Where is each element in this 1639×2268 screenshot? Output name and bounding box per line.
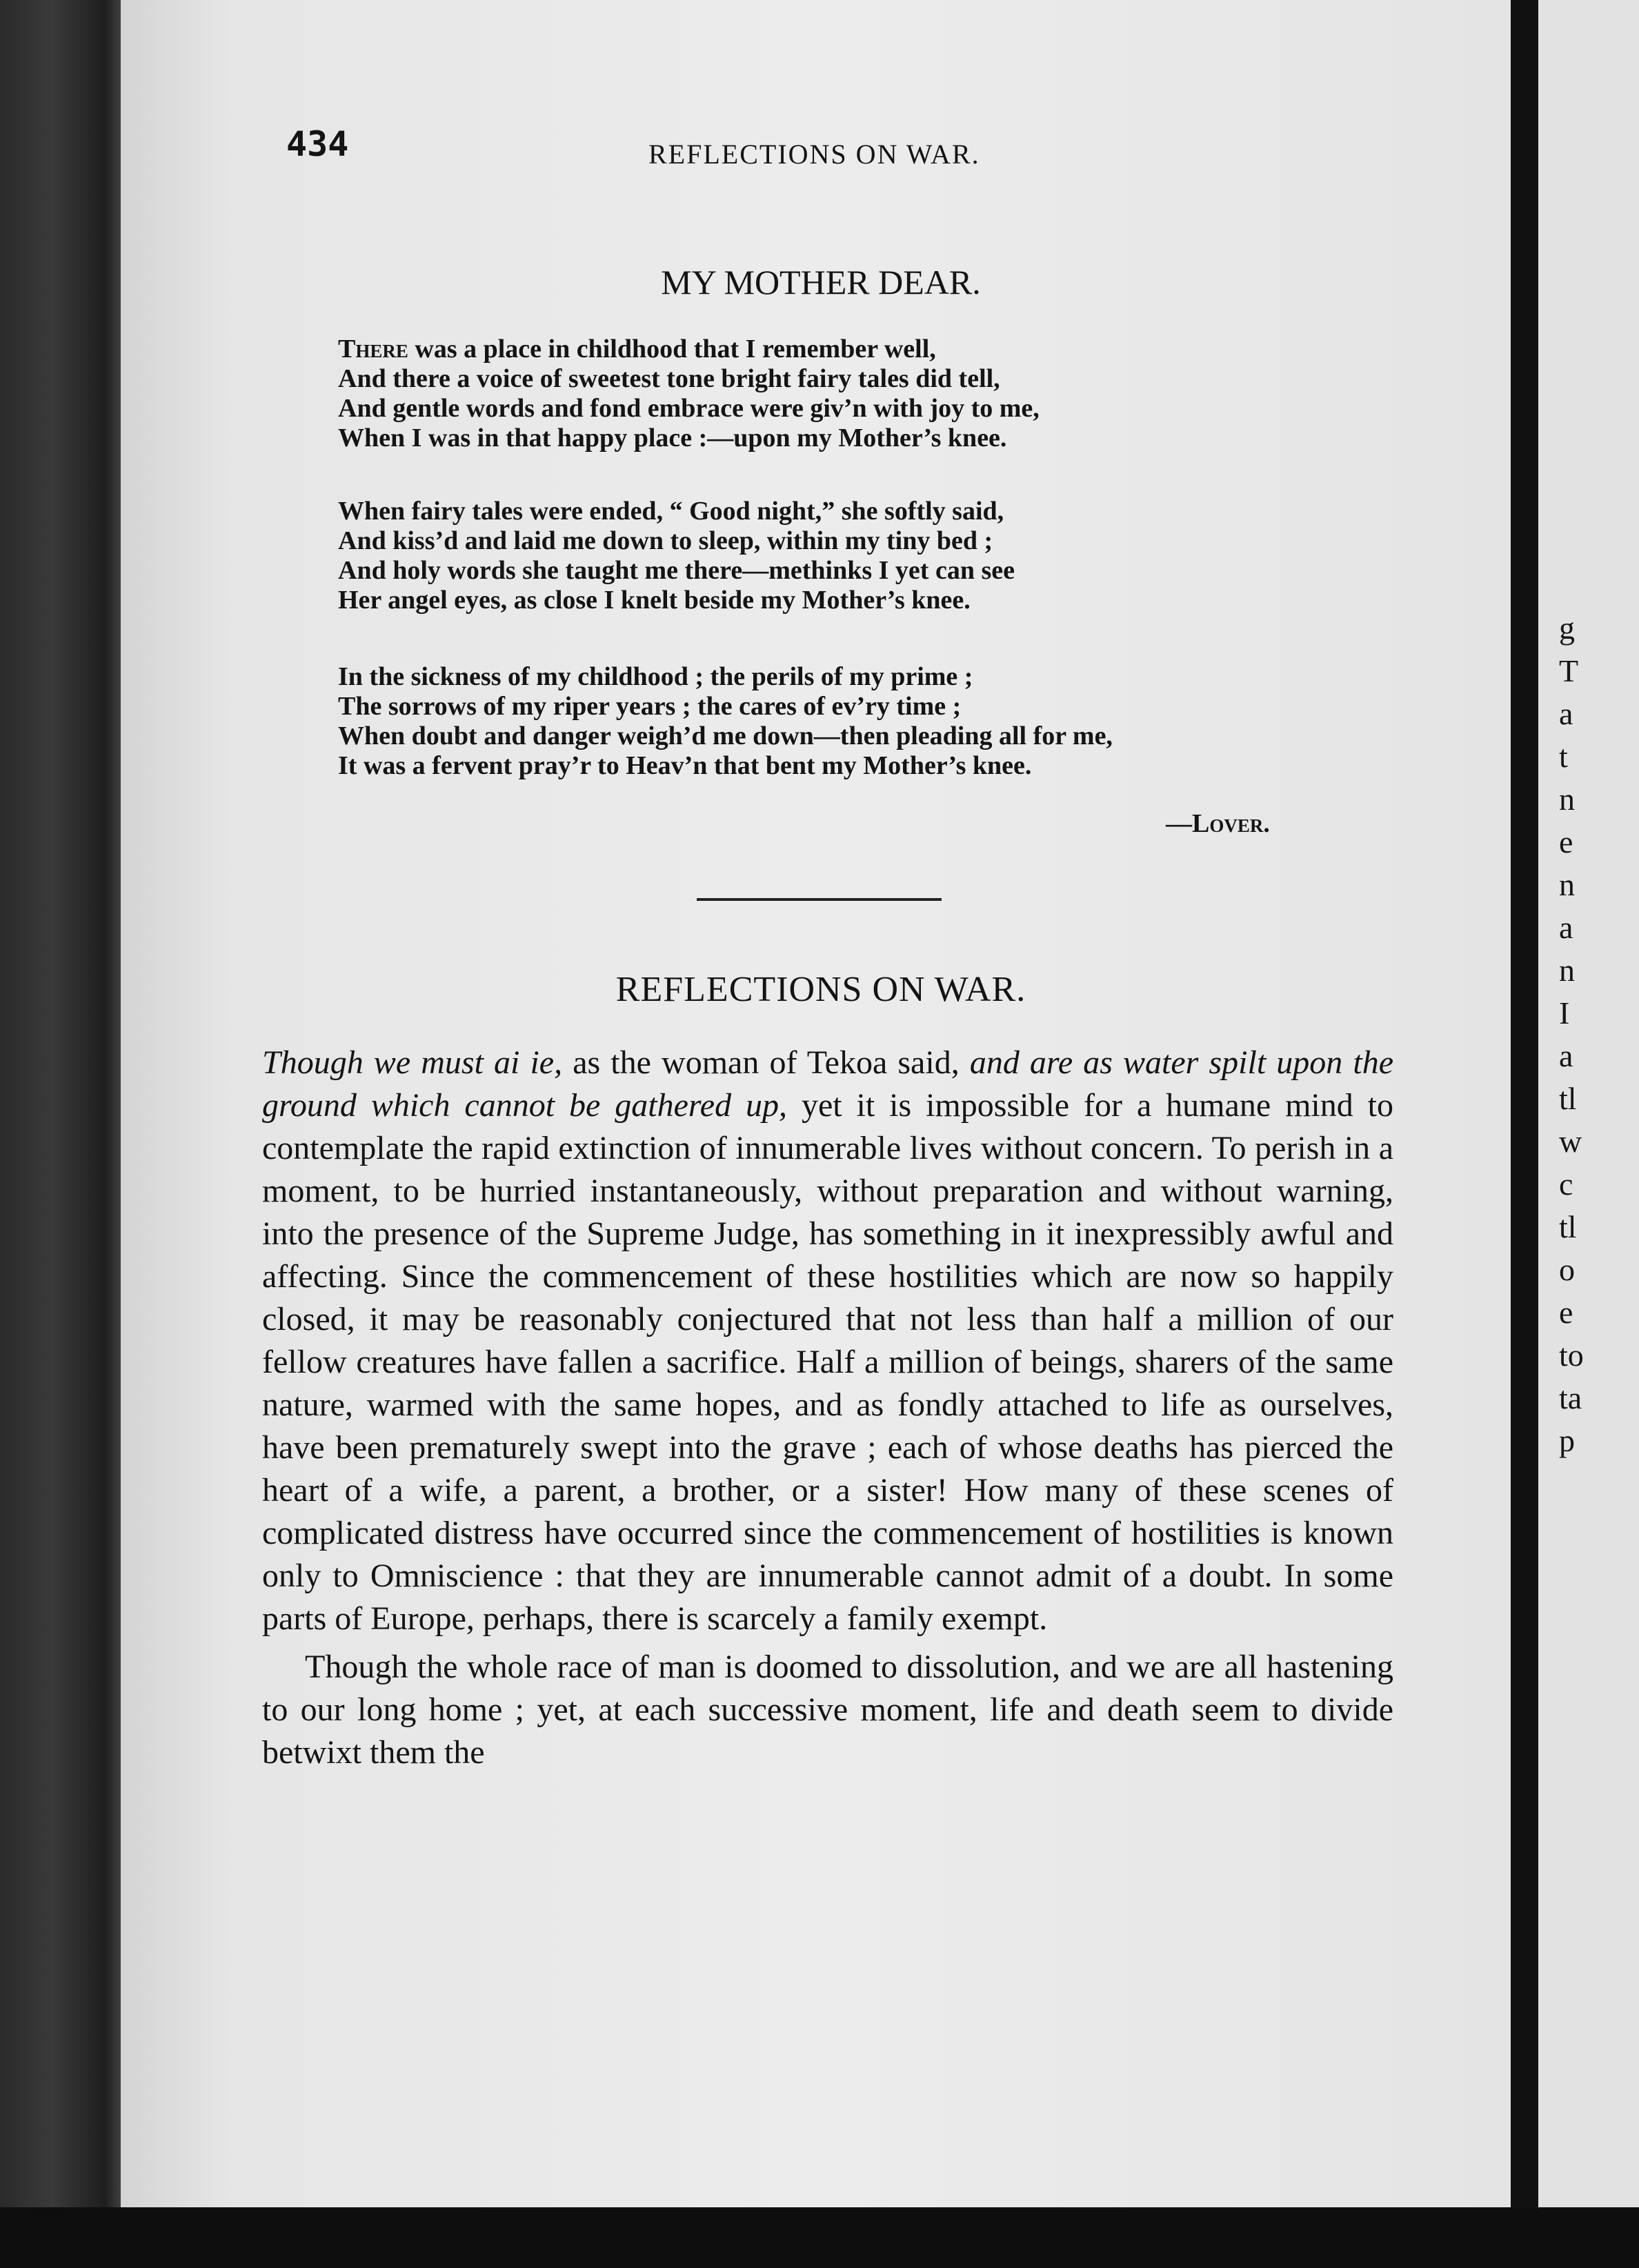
adjacent-page-letter: o bbox=[1559, 1252, 1575, 1287]
poem-line: Her angel eyes, as close I knelt beside my Mother’s knee. bbox=[338, 586, 971, 615]
adjacent-page-letter: I bbox=[1559, 995, 1570, 1031]
book-page bbox=[121, 0, 1521, 2207]
adjacent-page-letter: n bbox=[1559, 782, 1575, 817]
poem-initial-word: There bbox=[338, 335, 408, 364]
adjacent-page-letter: a bbox=[1559, 910, 1573, 945]
page-gutter bbox=[1511, 0, 1538, 2268]
adjacent-page-letter: w bbox=[1559, 1124, 1582, 1159]
adjacent-page-letter: tl bbox=[1559, 1209, 1577, 1244]
poem-stanza bbox=[338, 335, 1040, 453]
adjacent-page-letter: T bbox=[1559, 653, 1579, 688]
adjacent-page-letter: ta bbox=[1559, 1380, 1582, 1415]
poem-line: There was a place in childhood that I remember well, bbox=[338, 335, 936, 364]
adjacent-page-letter: g bbox=[1559, 610, 1575, 646]
adjacent-page-letter: c bbox=[1559, 1166, 1573, 1202]
section-divider bbox=[697, 898, 942, 901]
poem-line: When doubt and danger weigh’d me down—then pleading all for me, bbox=[338, 722, 1113, 750]
poem-line: When I was in that happy place :—upon my Mother’s knee. bbox=[338, 424, 1007, 452]
poem-line: And gentle words and fond embrace were giv’n with joy to me, bbox=[338, 394, 1040, 423]
poem-line: And kiss’d and laid me down to sleep, within my tiny bed ; bbox=[338, 526, 993, 555]
book-binding bbox=[0, 0, 131, 2268]
adjacent-page-letter: e bbox=[1559, 1295, 1573, 1330]
essay-title: REFLECTIONS ON WAR. bbox=[615, 970, 1026, 1009]
adjacent-page-letter: e bbox=[1559, 824, 1573, 859]
adjacent-page-letter: p bbox=[1559, 1423, 1575, 1458]
essay-paragraph: Though the whole race of man is doomed to dissolution, and we are all hastening to our long home ; yet, at each successive moment, life and death seem to divide betwixt them the bbox=[262, 1649, 1393, 1771]
poem-author: —Lover. bbox=[1166, 809, 1270, 838]
page-number: 434 bbox=[286, 124, 349, 164]
adjacent-page-letter: a bbox=[1559, 1038, 1573, 1073]
poem-line: The sorrows of my riper years ; the cares of ev’ry time ; bbox=[338, 692, 962, 721]
adjacent-page-letter: n bbox=[1559, 953, 1575, 988]
essay-text: yet it is impossible for a humane mind to contemplate the rapid extinction of innumerable lives without concern. To perish in a moment, to be hurried instantaneously, without preparation and without warning, into the presence of the Supreme Judge, has something in it inexpressibly awful and affecting. Since the commencement of these hostilities which are now so happily closed, it may be reasonably conjectured that not less than half a million of our fellow creatures have fallen a sacrifice. Half a million of beings, sharers of the same nature, warmed with the same hopes, and as fondly attached to life as ourselves, have been prematurely swept into the grave ; each of whose deaths has pierced the heart of a wife, a parent, a brother, or a sister! How many of these scenes of complicated distress have occurred since the commencement of hostilities is known only to Omniscience : that they are innumerable cannot admit of a doubt. In some parts of Europe, perhaps, there is scarcely a family exempt. bbox=[262, 1087, 1394, 1637]
adjacent-page-letter: to bbox=[1559, 1337, 1584, 1373]
adjacent-page-letter: a bbox=[1559, 696, 1573, 731]
poem-line: In the sickness of my childhood ; the perils of my prime ; bbox=[338, 662, 973, 691]
essay-italic-phrase: Though we must ai ie, bbox=[262, 1044, 563, 1081]
poem-stanza bbox=[338, 497, 1015, 615]
adjacent-page-letter: tl bbox=[1559, 1081, 1577, 1116]
poem-title: MY MOTHER DEAR. bbox=[661, 263, 981, 301]
poem-line: When fairy tales were ended, “ Good night,” she softly said, bbox=[338, 497, 1004, 526]
adjacent-page-letter: n bbox=[1559, 867, 1575, 902]
essay-italic-phrase: and are as water spilt upon the ground which cannot be gathered up, bbox=[262, 1044, 1394, 1124]
essay-body bbox=[262, 1042, 1393, 1774]
poem-stanza bbox=[338, 662, 1113, 781]
poem-line: And holy words she taught me there—methinks I yet can see bbox=[338, 556, 1015, 585]
essay-paragraph bbox=[262, 1042, 1393, 1640]
poem-line: It was a fervent pray’r to Heav’n that bent my Mother’s knee. bbox=[338, 751, 1032, 780]
essay-text: as the woman of Tekoa said, bbox=[562, 1044, 970, 1081]
scan-bottom-edge bbox=[0, 2207, 1639, 2268]
adjacent-page-letter: t bbox=[1559, 739, 1568, 774]
adjacent-page-text bbox=[1559, 607, 1635, 1462]
poem-line: And there a voice of sweetest tone bright fairy tales did tell, bbox=[338, 364, 1000, 393]
running-head: REFLECTIONS ON WAR. bbox=[648, 139, 980, 170]
